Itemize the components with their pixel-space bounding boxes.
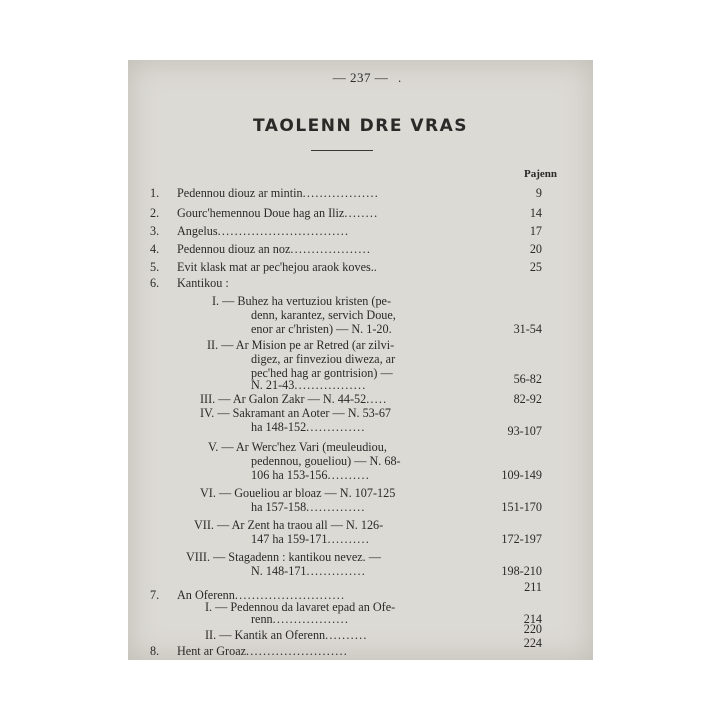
toc-entry-text: 106 ha 153-156.......... [251, 468, 370, 482]
toc-entry-page: 214 [523, 612, 542, 626]
toc-entry-text: VIII. — Stagadenn : kantikou nevez. — [186, 550, 381, 564]
toc-entry [128, 550, 593, 564]
toc-entry-text: VI. — Goueliou ar bloaz — N. 107-125 [200, 486, 396, 500]
toc-entry-text: Pedennou diouz ar mintin.................. [177, 186, 380, 200]
toc-entry-number: 4. [150, 242, 160, 256]
toc-entry-number: 2. [150, 206, 160, 220]
toc-entry-page: 211 [524, 580, 542, 594]
toc-entry [128, 454, 593, 468]
toc-entry-page: 82-92 [513, 392, 542, 406]
toc-entry-text: N. 21-43................. [251, 378, 367, 392]
table-of-contents [128, 60, 593, 660]
book-page [128, 60, 593, 660]
page-mark: . [398, 70, 402, 85]
toc-entry [128, 440, 593, 454]
toc-entry-text: II. — Kantik an Oferenn.......... [205, 628, 368, 642]
toc-entry-text: pedennou, goueliou) — N. 68- [251, 454, 401, 468]
toc-entry-page: 25 [529, 260, 542, 274]
toc-entry-text: Evit klask mat ar pec'hejou araok koves.. [177, 260, 377, 274]
toc-entry-number: 3. [150, 224, 160, 238]
toc-entry-text: denn, karantez, servich Doue, [251, 308, 396, 322]
toc-entry [128, 206, 593, 220]
toc-entry-text: pec'hed hag ar gontrision) — [251, 366, 393, 380]
toc-entry [128, 186, 593, 200]
toc-entry-page: 151-170 [501, 500, 542, 514]
toc-entry-text: An Oferenn.......................... [177, 588, 346, 602]
toc-entry [128, 532, 593, 546]
toc-entry-number: 8. [150, 644, 160, 658]
toc-entry-page: 224 [523, 636, 542, 650]
toc-entry [128, 322, 593, 336]
toc-entry-page: 31-54 [513, 322, 542, 336]
toc-entry-text: II. — Ar Mision pe ar Retred (ar zilvi- [207, 338, 395, 352]
toc-entry [128, 468, 593, 482]
toc-entry [128, 224, 593, 238]
toc-entry-text: Pedennou diouz an noz................... [177, 242, 372, 256]
toc-entry [128, 406, 593, 420]
toc-entry [128, 308, 593, 322]
toc-entry-number: 5. [150, 260, 160, 274]
toc-entry-number: 7. [150, 588, 160, 602]
toc-entry-text: ha 148-152.............. [251, 420, 366, 434]
toc-entry-number: 6. [150, 276, 160, 290]
toc-entry [128, 338, 593, 352]
page-title: TAOLENN DRE VRAS [252, 116, 469, 136]
toc-entry-page: 109-149 [501, 468, 542, 482]
toc-entry-page: 9 [535, 186, 542, 200]
toc-entry-text: Hent ar Groaz........................ [177, 644, 348, 658]
toc-entry [128, 518, 593, 532]
toc-entry [128, 360, 593, 392]
page-column-heading: Pajenn [524, 168, 557, 180]
toc-entry-text: VII. — Ar Zent ha traou all — N. 126- [194, 518, 384, 532]
toc-entry-text: III. — Ar Galon Zakr — N. 44-52..... [200, 392, 388, 406]
toc-entry-text: IV. — Sakramant an Aoter — N. 53-67 [200, 406, 392, 420]
toc-entry [128, 564, 593, 578]
toc-entry-text: Kantikou : [177, 276, 229, 290]
toc-entry-text: renn.................. [251, 612, 350, 626]
toc-entry [128, 486, 593, 500]
toc-entry-number: 1. [150, 186, 160, 200]
page-number-text: — 237 — [332, 70, 389, 85]
toc-entry-page: 172-197 [501, 532, 542, 546]
toc-entry-page: 14 [529, 206, 542, 220]
toc-entry-text: ha 157-158.............. [251, 500, 366, 514]
toc-entry-page: 56-82 [513, 372, 542, 386]
toc-entry-text: enor ar c'hristen) — N. 1-20. [251, 322, 392, 336]
toc-entry-text: Gourc'hemennou Doue hag an Iliz........ [177, 206, 379, 220]
toc-entry-text: N. 148-171.............. [251, 564, 366, 578]
toc-entry-page: 17 [529, 224, 542, 238]
toc-entry-text: I. — Buhez ha vertuziou kristen (pe- [212, 294, 392, 308]
toc-entry [128, 392, 593, 406]
toc-entry [128, 636, 593, 658]
toc-entry-page: 198-210 [501, 564, 542, 578]
toc-entry-text: Angelus............................... [177, 224, 350, 238]
toc-entry-text: 147 ha 159-171.......... [251, 532, 370, 546]
toc-entry [128, 260, 593, 274]
toc-entry-text: I. — Pedennou da lavaret epad an Ofe- [205, 600, 396, 614]
toc-entry-text: V. — Ar Werc'hez Vari (meuleudiou, [208, 440, 387, 454]
toc-entry-page: 93-107 [507, 424, 542, 438]
toc-entry [128, 294, 593, 308]
toc-entry-page: 20 [529, 242, 542, 256]
toc-entry-page: 220 [523, 622, 542, 636]
toc-entry [128, 420, 593, 438]
toc-entry [128, 500, 593, 514]
toc-entry-text: digez, ar finveziou diweza, ar [251, 352, 396, 366]
toc-entry [128, 276, 593, 290]
toc-entry [128, 242, 593, 256]
